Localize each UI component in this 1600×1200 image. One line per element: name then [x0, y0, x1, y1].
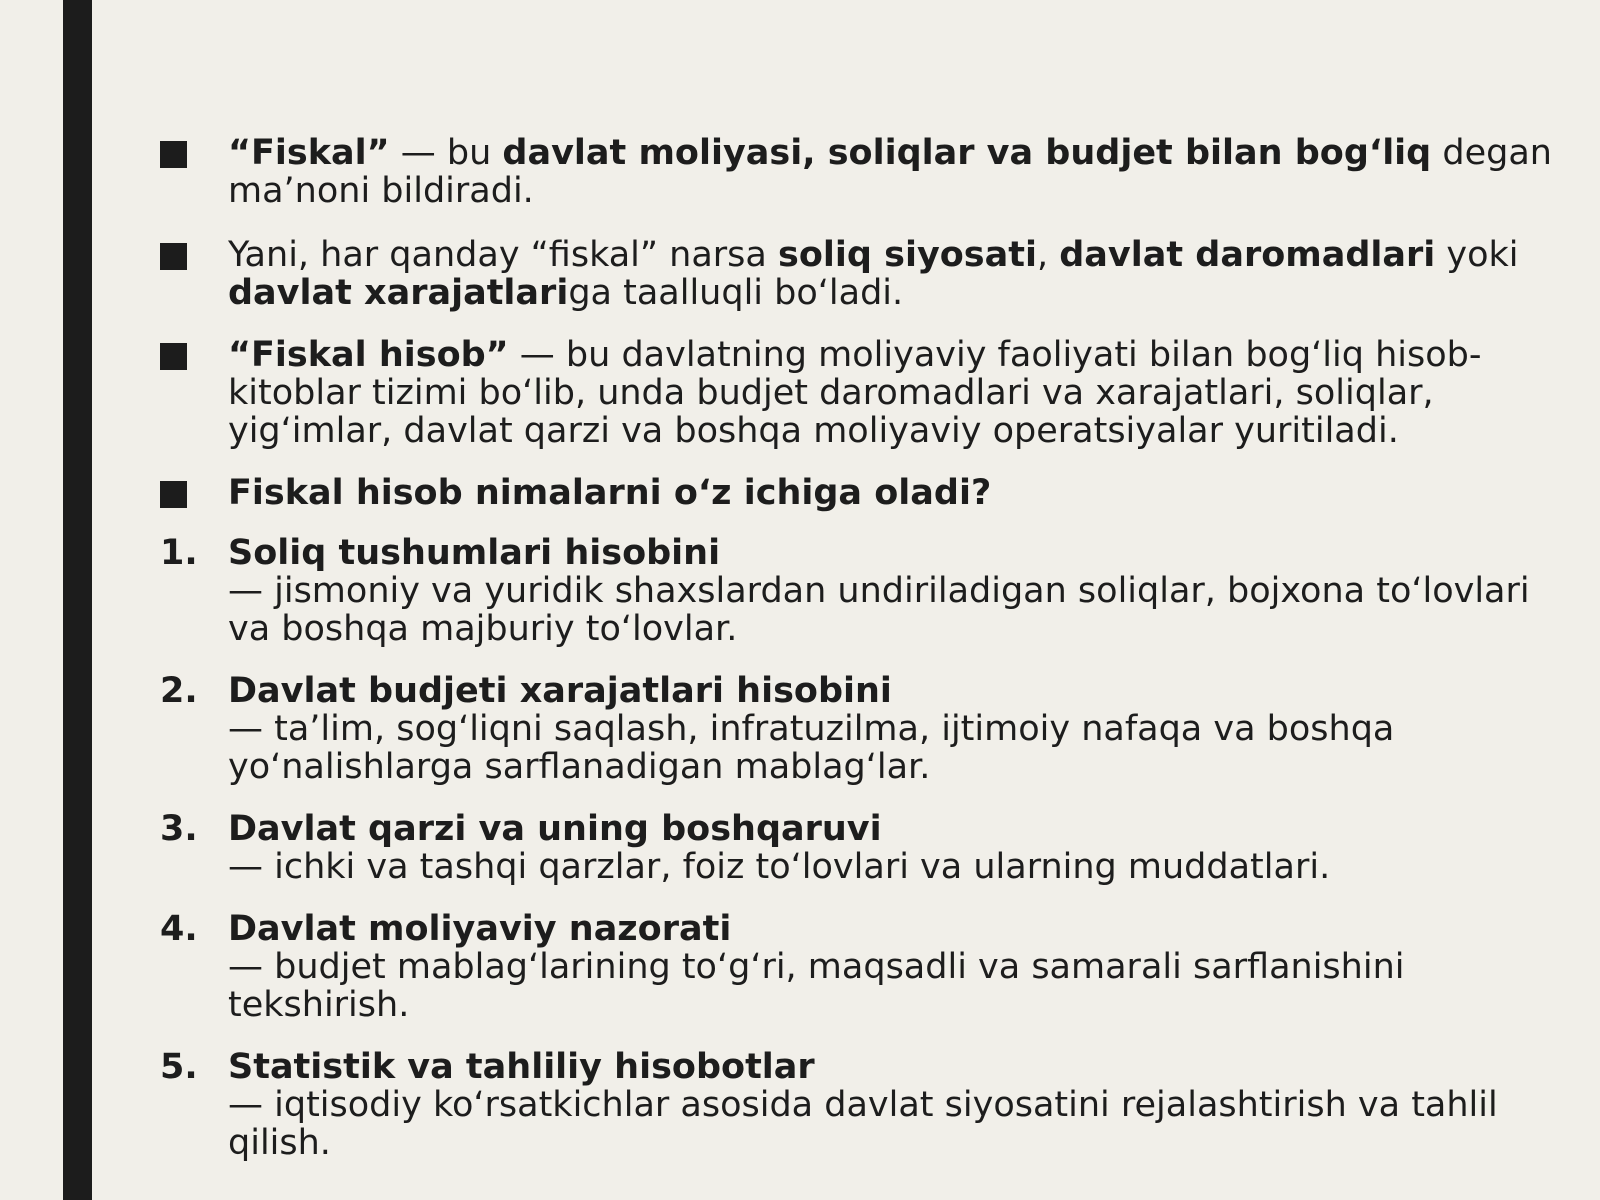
bullet-text [228, 236, 1560, 312]
bold-phrase: davlat xarajatlari [228, 273, 569, 313]
numbered-item-description: — ta’lim, sog‘liqni saqlash, infratuzilma, ijtimoiy nafaqa va boshqa yo‘nalishlarga sarflanadigan mablag‘lar. [228, 709, 1395, 787]
square-bullet-icon [160, 243, 187, 270]
numbered-item-title: Davlat budjeti xarajatlari hisobini [228, 671, 892, 711]
bullet-text [228, 474, 1560, 512]
bullet-square-icon [160, 134, 220, 176]
bullet-item [160, 236, 1560, 312]
text-run: , [1036, 235, 1060, 275]
numbered-item-body [228, 910, 1560, 1024]
text-run: — bu davlatning moliyaviy faoliyati bilan bog‘liq hisob-kitoblar tizimi bo‘lib, unda budjet daromadlari va xarajatlari, soliqlar, yig‘imlar, davlat qarzi va boshqa moliyaviy operatsiyalar yuritiladi. [228, 335, 1482, 451]
item-number: 1. [160, 533, 198, 573]
item-number: 3. [160, 809, 198, 849]
text-run: — bu [389, 133, 503, 173]
numbered-item-description: — iqtisodiy ko‘rsatkichlar asosida davlat siyosatini rejalashtirish va tahlil qilish. [228, 1085, 1498, 1163]
numbered-item-body [228, 810, 1560, 886]
bullet-text [228, 336, 1560, 450]
bullet-square-icon [160, 336, 220, 378]
bold-phrase: davlat moliyasi, soliqlar va budjet bilan bog‘liq [502, 133, 1432, 173]
numbered-item-title: Statistik va tahliliy hisobotlar [228, 1047, 815, 1087]
bullet-square-icon [160, 474, 220, 516]
item-number: 2. [160, 671, 198, 711]
square-bullet-icon [160, 141, 187, 168]
square-bullet-icon [160, 481, 187, 508]
bullet-list [160, 134, 1560, 512]
bullet-item [160, 336, 1560, 450]
square-bullet-icon [160, 343, 187, 370]
numbered-list [160, 534, 1560, 1162]
numbered-item-description: — jismoniy va yuridik shaxslardan undiriladigan soliqlar, bojxona to‘lovlari va boshqa majburiy to‘lovlar. [228, 571, 1530, 649]
bullet-square-icon [160, 236, 220, 278]
numbered-item-body [228, 534, 1560, 648]
numbered-item [160, 672, 1560, 786]
bullet-text [228, 134, 1560, 210]
item-number: 5. [160, 1047, 198, 1087]
text-run: Yani, har qanday “fiskal” narsa [228, 235, 778, 275]
bold-phrase: davlat daromadlari [1059, 235, 1436, 275]
bold-phrase: soliq siyosati [778, 235, 1037, 275]
numbered-item-title: Soliq tushumlari hisobini [228, 533, 721, 573]
bullet-item [160, 134, 1560, 210]
text-run: degan ma’noni bildiradi. [228, 133, 1552, 211]
text-run: ga taalluqli bo‘ladi. [568, 273, 904, 313]
numbered-item-description: — budjet mablag‘larining to‘g‘ri, maqsadli va samarali sarflanishini tekshirish. [228, 947, 1405, 1025]
bold-phrase: “Fiskal” [228, 133, 390, 173]
slide-content [160, 134, 1560, 1186]
bullet-item [160, 474, 1560, 512]
text-run: yoki [1435, 235, 1519, 275]
item-number: 4. [160, 909, 198, 949]
numbered-item [160, 810, 1560, 886]
left-accent-bar [63, 0, 92, 1200]
numbered-item-body [228, 672, 1560, 786]
numbered-item [160, 534, 1560, 648]
numbered-item [160, 910, 1560, 1024]
numbered-item-title: Davlat moliyaviy nazorati [228, 909, 732, 949]
numbered-item-body [228, 1048, 1560, 1162]
numbered-item [160, 1048, 1560, 1162]
bold-phrase: Fiskal hisob nimalarni o‘z ichiga oladi? [228, 473, 992, 513]
numbered-item-title: Davlat qarzi va uning boshqaruvi [228, 809, 882, 849]
numbered-item-description: — ichki va tashqi qarzlar, foiz to‘lovlari va ularning muddatlari. [228, 847, 1331, 887]
bold-phrase: “Fiskal hisob” [228, 335, 509, 375]
